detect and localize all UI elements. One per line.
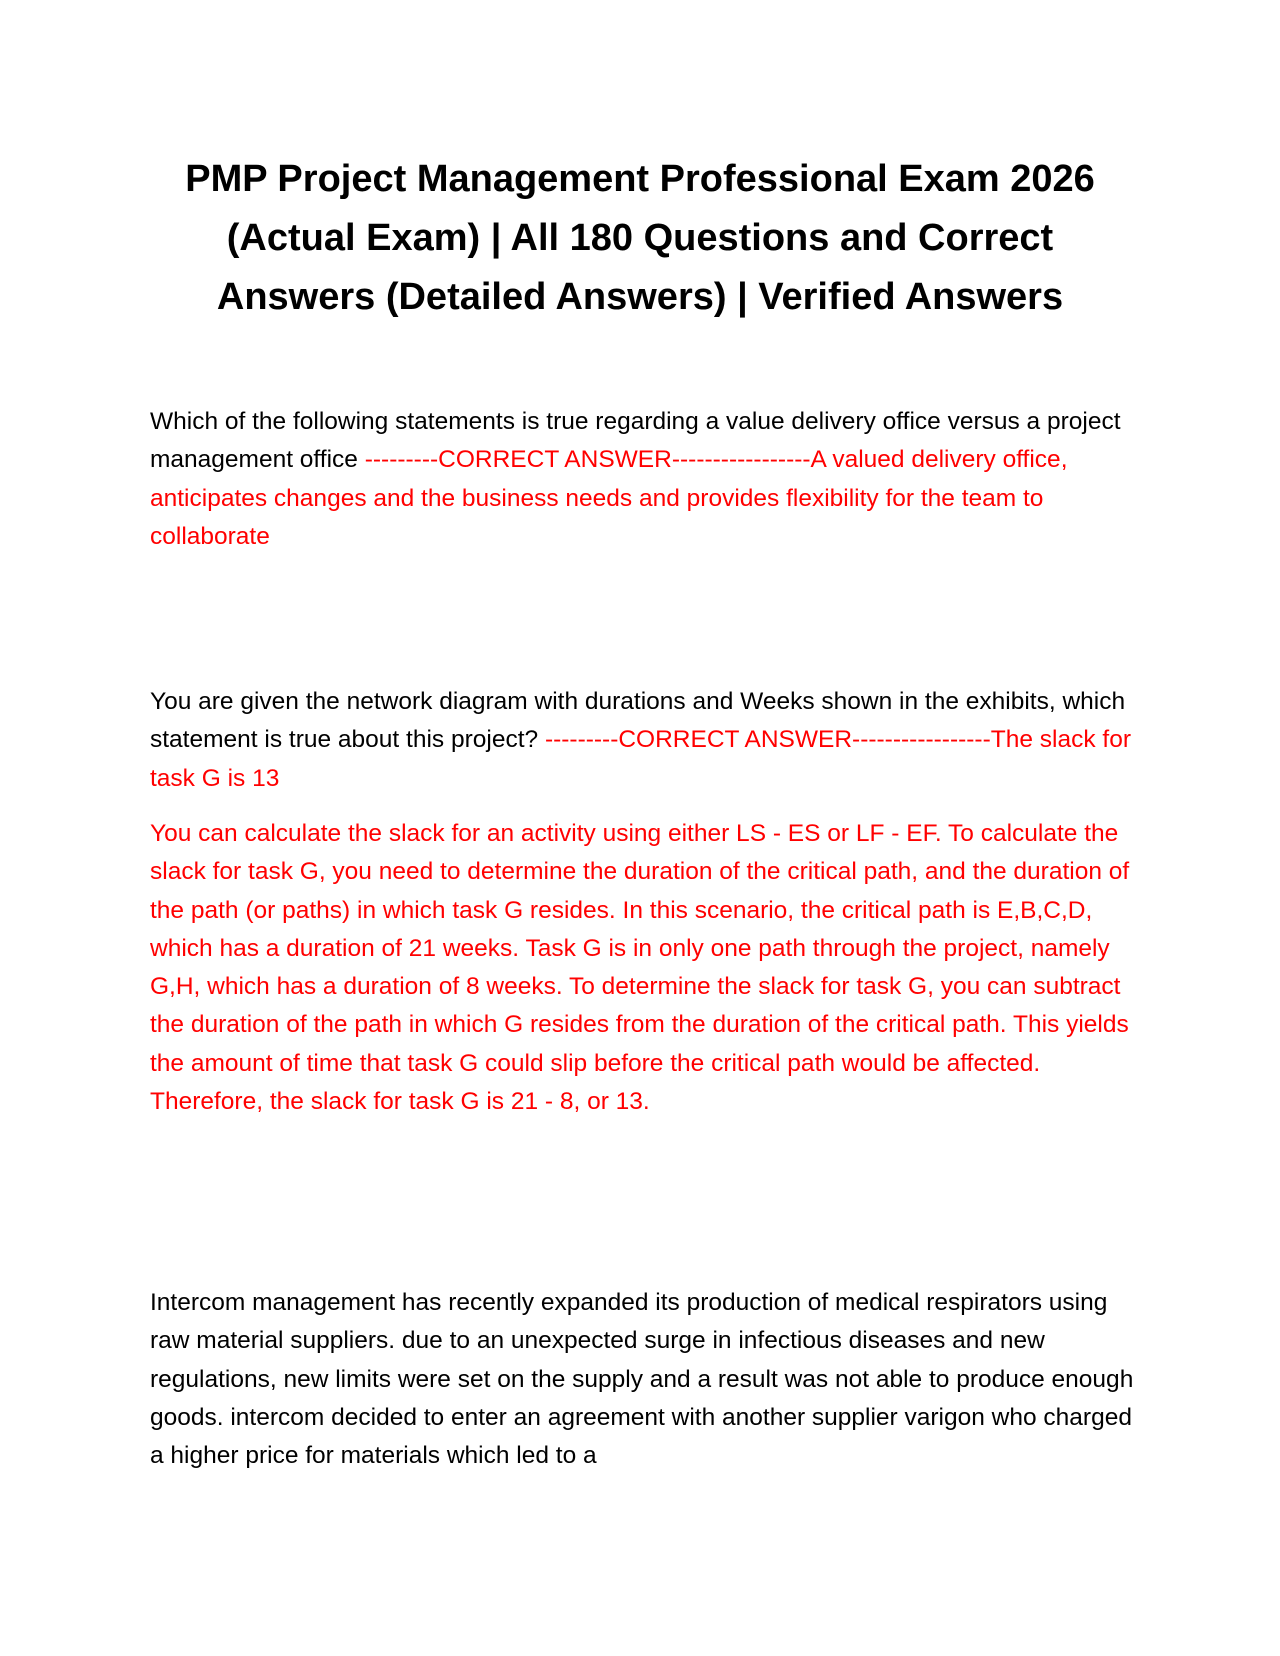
document-title: PMP Project Management Professional Exam 2026 (Actual Exam) | All 180 Questions and Correct Answers (Detailed Answers) | Verified Answers bbox=[185, 158, 1095, 318]
question-2-text: You are given the network diagram with durations and Weeks shown in the exhibits, which statement is true about this project? bbox=[150, 688, 1126, 754]
answer-1-text: ---------CORRECT ANSWER-----------------A valued delivery office, anticipates changes and the business needs and provides flexibility for the team to collaborate bbox=[150, 446, 1068, 550]
answer-2-text: ---------CORRECT ANSWER-----------------The slack for task G is 13 bbox=[150, 726, 1131, 792]
question-1-text: Which of the following statements is true regarding a value delivery office versus a project management office bbox=[150, 408, 1121, 474]
answer-2-explanation: You can calculate the slack for an activity using either LS - ES or LF - EF. To calculate the slack for task G, you need to determine the duration of the critical path, and the duration of the path (or paths) in which task G resides. In this scenario, the critical path is E,B,C,D, which has a duration of 21 weeks. Task G is in only one path through the project, namely G,H, which has a duration of 8 weeks. To determine the slack for task G, you can subtract the duration of the path in which G resides from the duration of the critical path. This yields the amount of time that task G could slip before the critical path would be affected. Therefore, the slack for task G is 21 - 8, or 13. bbox=[150, 820, 1130, 1116]
question-2 bbox=[150, 683, 1140, 798]
question-3 bbox=[150, 1284, 1140, 1475]
question-1 bbox=[150, 403, 1140, 556]
question-3-text: Intercom management has recently expanded its production of medical respirators using raw material suppliers. due to an unexpected surge in infectious diseases and new regulations, new limits were set on the supply and a result was not able to produce enough goods. intercom decided to enter an agreement with another supplier varigon who charged a higher price for materials which led to a bbox=[150, 1289, 1134, 1470]
